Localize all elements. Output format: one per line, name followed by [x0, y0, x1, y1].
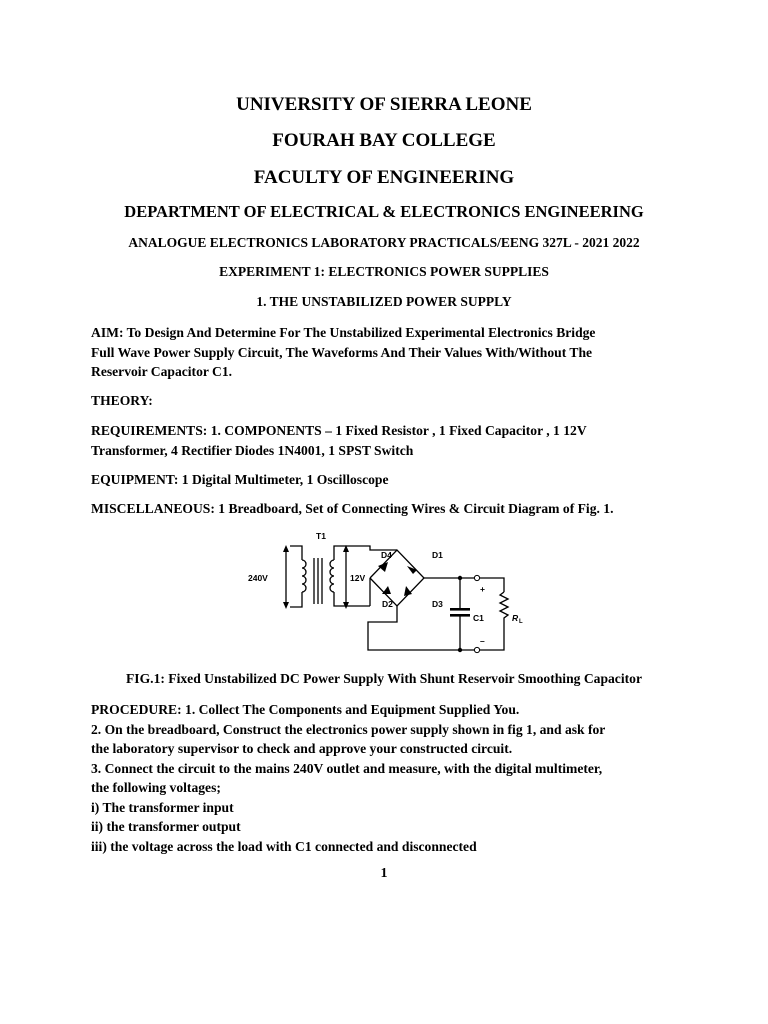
faculty-title: FACULTY OF ENGINEERING	[253, 167, 515, 188]
primary-bottom-wire	[290, 592, 302, 607]
output-terminal-positive	[474, 575, 479, 580]
secondary-coil	[330, 560, 334, 592]
bridge-rectifier	[370, 550, 424, 606]
procedure-line: the following voltages;	[91, 780, 221, 795]
diode-d2-symbol	[382, 586, 391, 594]
experiment-title: EXPERIMENT 1: ELECTRONICS POWER SUPPLIES	[219, 264, 549, 279]
figure-caption: FIG.1: Fixed Unstabilized DC Power Supply With Shunt Reservoir Smoothing Capacitor	[126, 671, 642, 686]
arrowhead	[283, 545, 289, 552]
secondary-bottom-wire	[334, 592, 370, 606]
negative-rail	[368, 606, 474, 650]
department-title: DEPARTMENT OF ELECTRICAL & ELECTRONICS ENGINEERING	[124, 202, 644, 221]
output-terminal-negative	[474, 647, 479, 652]
aim-paragraph	[91, 323, 691, 382]
rl-label: R	[512, 613, 519, 623]
diode-d1-symbol	[407, 566, 417, 574]
diode-d4-symbol	[378, 562, 388, 572]
section-title: 1. THE UNSTABILIZED POWER SUPPLY	[256, 294, 512, 309]
primary-top-wire	[290, 546, 302, 560]
requirements-line: Transformer, 4 Rectifier Diodes 1N4001, 1 SPST Switch	[91, 442, 414, 458]
d3-label: D3	[432, 599, 443, 609]
procedure-line: ii) the transformer output	[91, 819, 241, 834]
procedure-line: 3. Connect the circuit to the mains 240V outlet and measure, with the digital multimeter,	[91, 760, 603, 776]
arrowhead	[283, 602, 289, 609]
university-title: UNIVERSITY OF SIERRA LEONE	[236, 94, 532, 115]
t1-label: T1	[316, 531, 326, 541]
junction-dot	[458, 648, 462, 652]
procedure-line: 2. On the breadboard, Construct the electronics power supply shown in fig 1, and ask for	[91, 721, 606, 737]
output-voltage-label: 12V	[350, 573, 366, 583]
college-title: FOURAH BAY COLLEGE	[272, 130, 496, 151]
aim-line: AIM: To Design And Determine For The Unstabilized Experimental Electronics Bridge	[91, 325, 596, 340]
d4-label: D4	[381, 550, 392, 560]
aim-line: Full Wave Power Supply Circuit, The Waveforms And Their Values With/Without The	[91, 344, 593, 360]
capacitor-plate-top	[450, 608, 470, 611]
procedure-paragraph	[91, 700, 691, 856]
d1-label: D1	[432, 550, 443, 560]
input-voltage-label: 240V	[248, 573, 268, 583]
aim-line: Reservoir Capacitor C1.	[91, 364, 233, 379]
requirements-paragraph	[91, 421, 691, 460]
miscellaneous-line: MISCELLANEOUS: 1 Breadboard, Set of Connecting Wires & Circuit Diagram of Fig. 1.	[91, 501, 614, 516]
capacitor-plate-bottom	[450, 614, 470, 617]
rl-subscript: L	[519, 619, 523, 625]
positive-sign: +	[480, 584, 485, 594]
procedure-line: the laboratory supervisor to check and approve your constructed circuit.	[91, 741, 513, 756]
primary-coil	[302, 560, 306, 592]
procedure-line: iii) the voltage across the load with C1 connected and disconnected	[91, 838, 477, 854]
d2-label: D2	[382, 599, 393, 609]
negative-sign: –	[480, 636, 485, 646]
circuit-diagram	[242, 528, 532, 662]
requirements-line: REQUIREMENTS: 1. COMPONENTS – 1 Fixed Resistor , 1 Fixed Capacitor , 1 12V	[91, 423, 587, 438]
c1-label: C1	[473, 613, 484, 623]
page-number: 1	[380, 866, 388, 881]
junction-dot	[458, 576, 462, 580]
course-title: ANALOGUE ELECTRONICS LABORATORY PRACTICALS/EENG 327L - 2021 2022	[128, 235, 640, 250]
procedure-line: i) The transformer input	[91, 799, 234, 815]
theory-heading: THEORY:	[91, 393, 153, 408]
equipment-line: EQUIPMENT: 1 Digital Multimeter, 1 Oscilloscope	[91, 472, 389, 487]
procedure-line: PROCEDURE: 1. Collect The Components and Equipment Supplied You.	[91, 702, 520, 717]
